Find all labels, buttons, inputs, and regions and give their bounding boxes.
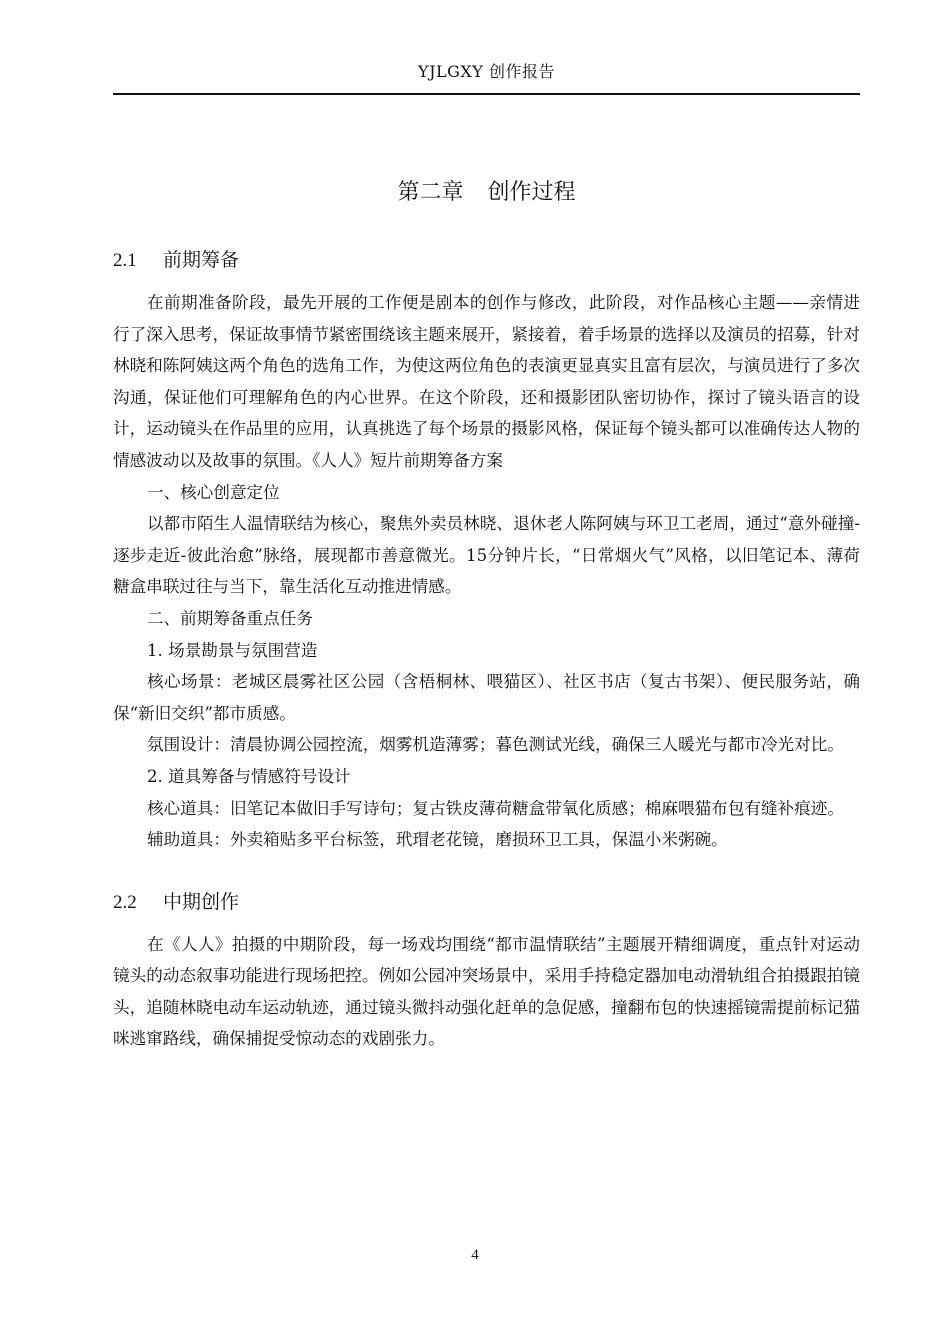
- chapter-heading: [113, 170, 860, 216]
- paragraph: 2. 道具筹备与情感符号设计: [147, 766, 351, 786]
- chapter-number: 第二章: [397, 180, 464, 205]
- section-heading-2-1: [113, 246, 860, 275]
- page-header: [113, 60, 860, 95]
- paragraph: 在《人人》拍摄的中期阶段，每一场戏均围绕“都市温情联结”主题展开精细调度，重点针对运动镜头的动态叙事功能进行现场把控。例如公园冲突场景中，采用手持稳定器加电动滑轨组合拍摄跟拍镜头，追随林晓电动车运动轨迹，通过镜头微抖动强化赶单的急促感，撞翻布包的快速摇镜需提前标记猫咪逃窜路线，确保捕捉受惊动态的戏剧张力。: [113, 934, 860, 1049]
- paragraph: 在前期准备阶段，最先开展的工作便是剧本的创作与修改，此阶段，对作品核心主题——亲情进行了深入思考，保证故事情节紧密围绕该主题来展开，紧接着，着手场景的选择以及演员的招募，针对林晓和陈阿姨这两个角色的选角工作，为使这两位角色的表演更显真实且富有层次，与演员进行了多次沟通，保证他们可理解角色的内心世界。在这个阶段，还和摄影团队密切协作，探讨了镜头语言的设计，运动镜头在作品里的应用，认真挑选了每个场景的摄影风格，保证每个镜头都可以准确传达人物的情感波动以及故事的氛围。《人人》短片前期筹备方案: [113, 293, 860, 470]
- chapter-title: 创作过程: [487, 180, 576, 205]
- paragraph: 氛围设计：清晨协调公园控流，烟雾机造薄雾；暮色测试光线，确保三人暖光与都市冷光对比。: [147, 735, 844, 755]
- section-number: 2.1: [113, 250, 137, 271]
- section-title: 前期筹备: [163, 249, 240, 271]
- section-number: 2.2: [113, 891, 137, 913]
- page-number: 4: [471, 1247, 479, 1263]
- paragraph: 核心道具：旧笔记本做旧手写诗句；复古铁皮薄荷糖盒带氧化质感；棉麻喂猫布包有缝补痕迹。: [147, 798, 844, 818]
- section-title: 中期创作: [163, 890, 240, 913]
- paragraph: 以都市陌生人温情联结为核心，聚焦外卖员林晓、退休老人陈阿姨与环卫工老周，通过“意外碰撞-逐步走近-彼此治愈”脉络，展现都市善意微光。15分钟片长，“日常烟火气”风格，以旧笔记本、薄荷糖盒串联过往与当下，靠生活化互动推进情感。: [113, 514, 860, 597]
- paragraph: 1. 场景勘景与氛围营造: [147, 640, 318, 660]
- section-heading-2-2: [113, 888, 860, 917]
- page-body: [113, 170, 860, 1055]
- header-title: YJLGXY 创作报告: [418, 62, 555, 81]
- paragraph: 一、核心创意定位: [147, 482, 280, 502]
- paragraph: 二、前期筹备重点任务: [147, 608, 313, 628]
- paragraph: 辅助道具：外卖箱贴多平台标签，玳瑁老花镜，磨损环卫工具，保温小米粥碗。: [147, 830, 728, 850]
- paragraph: 核心场景：老城区晨雾社区公园（含梧桐林、喂猫区）、社区书店（复古书架）、便民服务站，确保“新旧交织”都市质感。: [113, 672, 860, 723]
